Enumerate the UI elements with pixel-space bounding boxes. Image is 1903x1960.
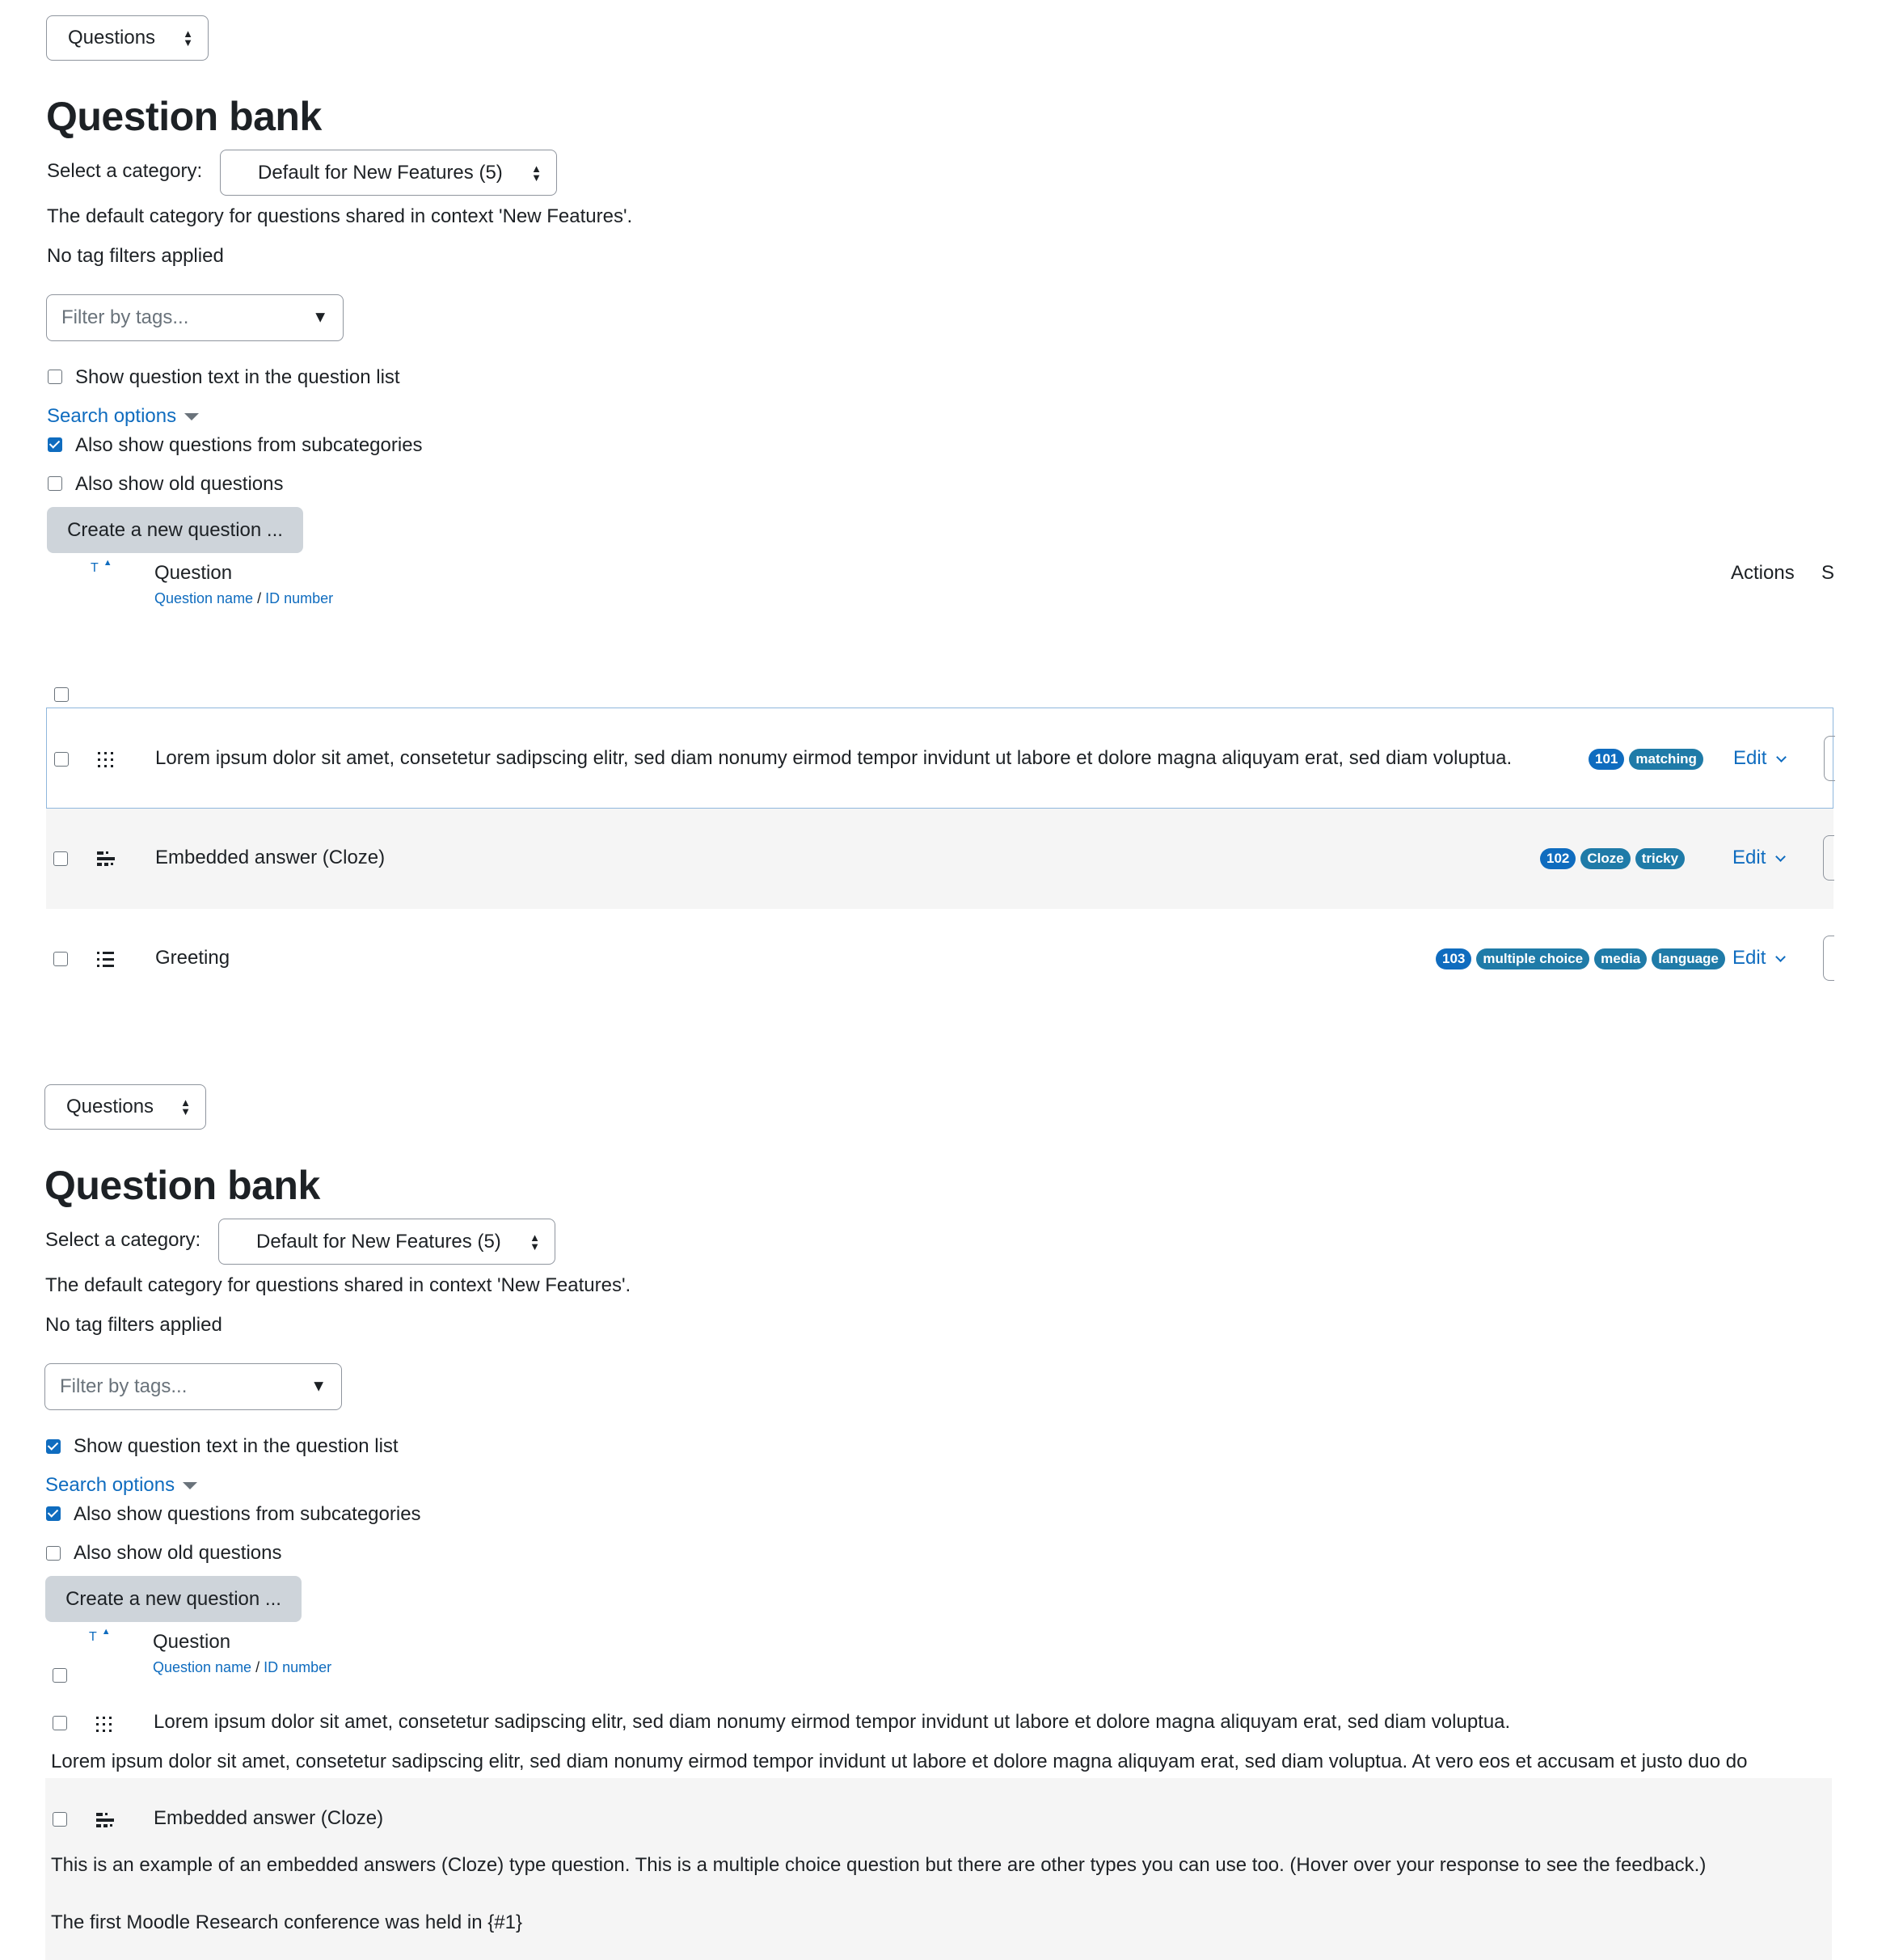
edit-label: Edit [1733,747,1767,769]
edit-menu[interactable] [1732,947,1784,969]
status-select[interactable] [1823,835,1834,881]
column-status: S [1821,562,1835,584]
question-name[interactable]: Embedded answer (Cloze) [154,1807,384,1829]
question-bank-panel-bottom [0,1071,1903,1960]
tag-filter-input[interactable] [46,294,344,341]
question-name[interactable]: Greeting [155,947,230,969]
row-badges [1535,847,1685,869]
create-question-button[interactable]: Create a new question ... [45,1576,302,1622]
show-question-text-label: Show question text in the question list [74,1435,399,1457]
subheader-separator: / [257,590,262,606]
edit-menu[interactable] [1733,747,1785,770]
select-arrows-icon: ▲ ▼ [531,162,542,184]
status-select[interactable] [1824,736,1835,781]
old-questions-label: Also show old questions [75,473,284,495]
view-select[interactable] [46,15,209,61]
tag-filter-placeholder: Filter by tags... [60,1375,188,1397]
column-actions: Actions [1731,562,1795,584]
id-badge: 103 [1436,948,1471,969]
column-subheader [153,1659,331,1676]
subheader-separator: / [255,1659,260,1675]
multichoice-icon [95,950,116,968]
select-all-checkbox[interactable] [54,687,69,702]
tag-badge[interactable]: multiple choice [1476,948,1589,969]
chevron-down-icon [1775,952,1786,962]
row-checkbox[interactable] [53,851,68,866]
category-select[interactable] [220,150,557,196]
view-select-value: Questions [68,27,156,49]
caret-down-icon [184,413,199,420]
select-arrows-icon: ▲ ▼ [180,1096,191,1117]
row-badges [1584,747,1703,770]
column-question: Question [154,562,233,584]
sort-asc-icon: ▲ [103,558,112,568]
sort-type-label: T [91,561,99,575]
sort-question-name-link[interactable]: Question name [153,1659,252,1675]
subcategories-checkbox[interactable] [48,437,62,452]
category-select-value: Default for New Features (5) [256,1230,501,1252]
sort-type-label: T [89,1630,97,1644]
table-row[interactable] [46,708,1833,809]
select-arrows-icon: ▲ ▼ [530,1231,540,1252]
question-name[interactable]: Embedded answer (Cloze) [155,847,386,868]
tag-badge[interactable]: tricky [1635,848,1685,869]
tag-filter-status: No tag filters applied [47,245,224,267]
caret-down-icon [183,1482,197,1489]
tag-badge[interactable]: matching [1629,749,1703,770]
search-options-toggle[interactable] [47,405,199,428]
dropdown-triangle-icon: ▼ [310,1377,327,1396]
select-arrows-icon: ▲ ▼ [183,27,193,49]
question-text: This is an example of an embedded answers (Cloze) type question. This is a multiple choice question but there are other types you can use too. (Hover over your response to see the feedback.) [51,1854,1707,1876]
row-checkbox[interactable] [53,1812,67,1827]
chevron-down-icon [1776,752,1787,762]
category-label: Select a category: [47,160,203,182]
tag-filter-input[interactable] [44,1363,342,1410]
row-checkbox[interactable] [54,752,69,767]
sort-type-link[interactable] [89,1627,111,1645]
tag-filter-status: No tag filters applied [45,1314,222,1336]
question-name[interactable]: Lorem ipsum dolor sit amet, consetetur sadipscing elitr, sed diam nonumy eirmod tempor invidunt ut labore et dolore magna aliquyam erat, sed diam voluptua. [154,1711,1511,1733]
sort-question-name-link[interactable]: Question name [154,590,254,606]
question-text-preview [51,1751,1832,1773]
sort-type-link[interactable] [91,558,112,576]
show-question-text-label: Show question text in the question list [75,366,400,388]
matching-icon [95,1715,116,1733]
tag-badge[interactable]: Cloze [1580,848,1630,869]
id-badge: 102 [1540,848,1576,869]
subcategories-label: Also show questions from subcategories [74,1503,421,1525]
category-label: Select a category: [45,1229,201,1251]
column-subheader [154,590,333,607]
show-question-text-checkbox[interactable] [46,1439,61,1454]
view-select-value: Questions [66,1096,154,1117]
edit-menu[interactable] [1732,847,1784,869]
category-select[interactable] [218,1219,555,1265]
column-question: Question [153,1631,231,1653]
old-questions-checkbox[interactable] [46,1546,61,1561]
category-description: The default category for questions shared in context 'New Features'. [45,1274,631,1296]
category-description: The default category for questions shared in context 'New Features'. [47,205,633,227]
sort-id-number-link[interactable]: ID number [264,1659,332,1675]
search-options-toggle[interactable] [45,1474,197,1497]
subcategories-checkbox[interactable] [46,1506,61,1521]
select-all-checkbox[interactable] [53,1668,67,1683]
tag-badge[interactable]: media [1594,948,1647,969]
table-row[interactable] [46,809,1833,909]
edit-label: Edit [1732,847,1766,868]
old-questions-checkbox[interactable] [48,476,62,491]
table-row[interactable] [46,909,1833,1009]
row-checkbox[interactable] [53,1716,67,1730]
row-checkbox[interactable] [53,952,68,966]
old-questions-label: Also show old questions [74,1542,282,1564]
search-options-label: Search options [45,1474,175,1496]
page-title: Question bank [44,1163,320,1208]
sort-id-number-link[interactable]: ID number [265,590,334,606]
edit-label: Edit [1732,947,1766,969]
cloze-icon [95,850,116,868]
show-question-text-checkbox[interactable] [48,370,62,384]
page-title: Question bank [46,94,322,139]
sort-asc-icon: ▲ [101,1627,111,1637]
status-select[interactable] [1823,936,1834,981]
search-options-label: Search options [47,405,177,427]
question-text-line-2: The first Moodle Research conference was held in {#1} [51,1911,522,1933]
subcategories-label: Also show questions from subcategories [75,434,423,456]
matching-icon [96,750,117,768]
dropdown-triangle-icon: ▼ [312,308,328,327]
question-name[interactable]: Lorem ipsum dolor sit amet, consetetur sadipscing elitr, sed diam nonumy eirmod tempor invidunt ut labore et dolore magna aliquyam erat, sed diam voluptua. [155,747,1513,769]
row-badges [1431,947,1725,969]
chevron-down-icon [1775,851,1786,862]
question-text: Lorem ipsum dolor sit amet, consetetur sadipscing elitr, sed diam nonumy eirmod tempor invidunt ut labore et dolore magna aliquyam erat, sed diam voluptua. At vero eos et accusam et justo duo do [51,1751,1748,1772]
id-badge: 101 [1589,749,1624,770]
tag-filter-placeholder: Filter by tags... [61,306,189,328]
create-question-button[interactable]: Create a new question ... [47,507,303,553]
category-select-value: Default for New Features (5) [258,161,503,184]
view-select[interactable] [44,1084,206,1130]
tag-badge[interactable]: language [1652,948,1725,969]
cloze-icon [95,1811,116,1829]
table-row[interactable] [45,1778,1832,1960]
